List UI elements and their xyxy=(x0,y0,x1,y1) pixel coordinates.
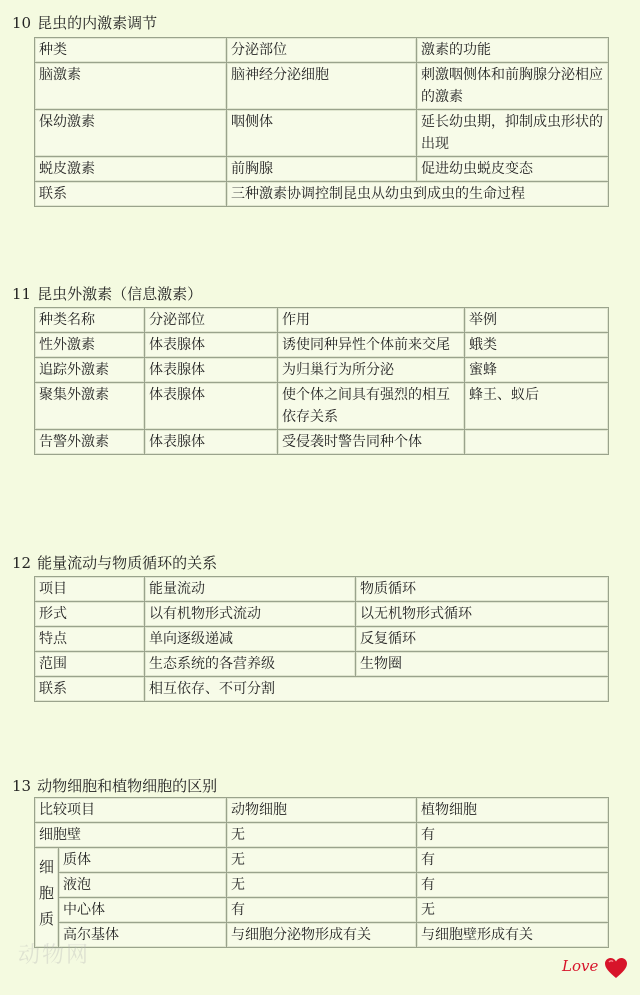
table-row xyxy=(35,333,609,358)
table-cell: 分泌部位 xyxy=(227,38,417,63)
table-cell: 使个体之间具有强烈的相互依存关系 xyxy=(278,383,465,430)
table-cell: 比较项目 xyxy=(35,798,227,823)
table-cell: 脑神经分泌细胞 xyxy=(227,63,417,110)
table-cell: 蜜蜂 xyxy=(465,358,609,383)
table-cell: 生物圈 xyxy=(356,652,609,677)
table-cell: 分泌部位 xyxy=(145,308,278,333)
table-cell: 范围 xyxy=(35,652,145,677)
table-row xyxy=(35,358,609,383)
table-cell: 生态系统的各营养级 xyxy=(145,652,356,677)
section-10-title: 10 昆虫的内激素调节 xyxy=(12,14,158,32)
insect-external-hormone-table xyxy=(34,307,609,455)
table-row xyxy=(35,923,609,948)
table-row xyxy=(35,182,609,207)
table-cell: 单向逐级递减 xyxy=(145,627,356,652)
table-cell: 有 xyxy=(417,873,609,898)
table-row xyxy=(35,627,609,652)
table-row xyxy=(35,798,609,823)
energy-material-cycle-table xyxy=(34,576,609,702)
table-cell: 与细胞分泌物形成有关 xyxy=(227,923,417,948)
table-cell: 物质循环 xyxy=(356,577,609,602)
table-cell: 诱使同种异性个体前来交尾 xyxy=(278,333,465,358)
table-cell: 有 xyxy=(417,823,609,848)
table-cell: 受侵袭时警告同种个体 xyxy=(278,430,465,455)
table-cell: 聚集外激素 xyxy=(35,383,145,430)
love-logo xyxy=(558,949,636,989)
table-row xyxy=(35,308,609,333)
table-row xyxy=(35,873,609,898)
table-cell: 以无机物形式循环 xyxy=(356,602,609,627)
table-cell: 有 xyxy=(227,898,417,923)
table-cell: 举例 xyxy=(465,308,609,333)
table-row xyxy=(35,677,609,702)
section-12-title: 12 能量流动与物质循环的关系 xyxy=(12,554,218,572)
table-cell: 特点 xyxy=(35,627,145,652)
table-cell: 咽侧体 xyxy=(227,110,417,157)
table-row xyxy=(35,652,609,677)
section-11-title: 11 昆虫外激素（信息激素） xyxy=(12,285,203,303)
table-cell: 促进幼虫蜕皮变态 xyxy=(417,157,609,182)
table-row xyxy=(35,110,609,157)
table-row xyxy=(35,157,609,182)
table-row xyxy=(35,898,609,923)
table-cell: 延长幼虫期，抑制成虫形状的出现 xyxy=(417,110,609,157)
table-cell: 无 xyxy=(227,873,417,898)
table-cell: 追踪外激素 xyxy=(35,358,145,383)
table-row xyxy=(35,823,609,848)
table-row xyxy=(35,848,609,873)
table-cell: 以有机物形式流动 xyxy=(145,602,356,627)
table-cell: 体表腺体 xyxy=(145,358,278,383)
love-text: Love xyxy=(562,957,599,975)
table-cell: 体表腺体 xyxy=(145,430,278,455)
table-cell: 与细胞壁形成有关 xyxy=(417,923,609,948)
table-cell: 细胞壁 xyxy=(35,823,227,848)
table-cell: 种类 xyxy=(35,38,227,63)
table-row xyxy=(35,383,609,430)
table-cell: 无 xyxy=(417,898,609,923)
watermark: 动物网 xyxy=(18,943,91,968)
table-cell: 项目 xyxy=(35,577,145,602)
table-cell: 蜂王、蚁后 xyxy=(465,383,609,430)
table-cell: 前胸腺 xyxy=(227,157,417,182)
table-cell: 中心体 xyxy=(59,898,227,923)
table-cell: 蛾类 xyxy=(465,333,609,358)
table-cell: 告警外激素 xyxy=(35,430,145,455)
table-cell: 动物细胞 xyxy=(227,798,417,823)
table-cell: 液泡 xyxy=(59,873,227,898)
table-cell: 植物细胞 xyxy=(417,798,609,823)
table-cell: 无 xyxy=(227,823,417,848)
table-cell: 种类名称 xyxy=(35,308,145,333)
table-row xyxy=(35,430,609,455)
cytoplasm-label-cell: 细 胞 质 xyxy=(35,848,59,948)
table-cell: 激素的功能 xyxy=(417,38,609,63)
table-cell: 质体 xyxy=(59,848,227,873)
table-cell: 性外激素 xyxy=(35,333,145,358)
table-cell: 蜕皮激素 xyxy=(35,157,227,182)
table-row xyxy=(35,577,609,602)
section-13-title: 13 动物细胞和植物细胞的区别 xyxy=(12,777,218,795)
table-cell xyxy=(465,430,609,455)
table-cell: 刺激咽侧体和前胸腺分泌相应的激素 xyxy=(417,63,609,110)
table-row xyxy=(35,38,609,63)
insect-internal-hormone-table xyxy=(34,37,609,207)
table-cell: 有 xyxy=(417,848,609,873)
table-cell: 反复循环 xyxy=(356,627,609,652)
table-cell: 无 xyxy=(227,848,417,873)
table-cell: 联系 xyxy=(35,182,227,207)
table-row xyxy=(35,63,609,110)
table-cell: 能量流动 xyxy=(145,577,356,602)
table-cell: 三种激素协调控制昆虫从幼虫到成虫的生命过程 xyxy=(227,182,609,207)
table-cell: 保幼激素 xyxy=(35,110,227,157)
animal-plant-cell-table xyxy=(34,797,609,948)
table-cell: 为归巢行为所分泌 xyxy=(278,358,465,383)
table-cell: 体表腺体 xyxy=(145,383,278,430)
table-cell: 作用 xyxy=(278,308,465,333)
table-cell: 相互依存、不可分割 xyxy=(145,677,609,702)
table-cell: 体表腺体 xyxy=(145,333,278,358)
table-cell: 高尔基体 xyxy=(59,923,227,948)
table-cell: 形式 xyxy=(35,602,145,627)
table-cell: 脑激素 xyxy=(35,63,227,110)
table-cell: 联系 xyxy=(35,677,145,702)
heart-icon xyxy=(604,957,628,979)
table-row xyxy=(35,602,609,627)
